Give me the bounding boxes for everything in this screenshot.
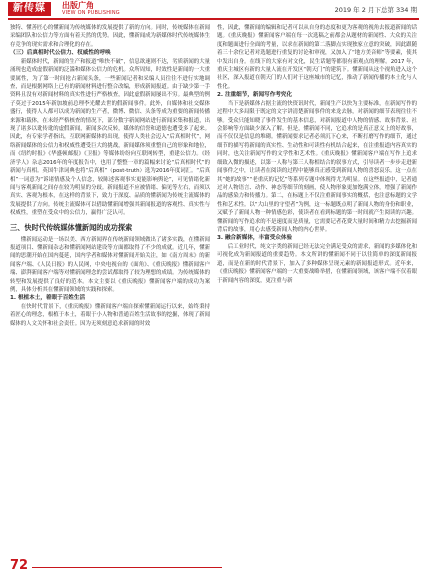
paragraph: 独特、懂善匠心的懂新闻为传统媒体的发展提供了新的方向。同时，传统媒体在新闻采编团队和公信力等方面有着天然的优势。因此，懂新闻成为新媒体时代传统媒体生存竞争的现实需求和合理化的存在。 <box>10 25 210 48</box>
paragraph: 当下是新媒体占据主流的快资讯时代，新闻生产以快为主要标准，在新闻写作的过程中大多局限于既定的文字讲清楚新闻事件的来龙去脉，对新闻的细节表现往往不够。受众只能知晓了事件发生的基本信息，对新闻报道中人物的情感、故事背景、社会影响等方面缺少深入了解。但是，懂新闻不同，它追求的是真正意义上的好故事，而不仅仅是信息的堆砌。懂新闻要求记者必须沉下心来，不断打磨写作的细节，通过细节的描写将新闻的真实性、生动性和可读性有机结合起来，在注重报道内容真实的同时，也关注新闻写作的文学性和艺术性。《重庆晚报》懂新闻客户端在写作上追求细致入微的描述，以第一人称与第三人称相结合的叙事方式，引导读者一步步走进新闻事件之中，让读者在阅读的过程中能够真正感受到新闻人物的喜怒哀乐。这一点在其“她的故事”“老重庆的记忆”等系列专题中体现得尤为明显。在这些报道中，记者通过对人物语言、动作、神态等细节的刻画，使人物形象更加饱满立体，增强了新闻作品的感染力和传播力。第二，在标题上不仅注重新闻事实的概括，也注意标题的文学性和艺术性。以“大山里的守望者”为例，这一标题既点明了新闻人物的身份和职业，又赋予了新闻人物一种情感色彩，使读者在看到标题的第一时间就产生阅读的兴趣。懂新闻的写作追求的不是速度而是质量，它需要记者花费大量时间和精力去挖掘新闻背后的故事，用心去感受新闻人物的内心世界。 <box>217 100 417 233</box>
section-heading: 三、快时代传统媒体懂新闻的成功探索 <box>10 222 133 232</box>
paragraph: 在快时代背景下，《重庆晚报》懂新闻客户端自探索懂新闻运行以来，始终秉持着匠心的理念，根植于本土，着眼于小人物和普通百姓生活故事的挖掘，体现了新闻媒体的人文关怀和社会责任。因为无须刻意追求新闻的时效 <box>10 303 210 327</box>
footer-rule <box>32 567 222 568</box>
paragraph: 后工业时代，纯文字类的新闻已经无法完全满足受众的需求，新闻的多媒体化和可视化成为新闻报道的重要趋势。本文所讲的懂新闻不同于以往简单的深度新闻报道，而是在新的时代背景下，加入了多种媒体呈现元素的新闻报道形式。近年来，《重庆晚报》懂新闻客户端的一大重要战略举措，在懂新闻领域，该客户端不仅着眼于新闻内容的深度，更注重与新 <box>217 243 417 284</box>
magazine-logo: 新传媒 <box>8 2 51 16</box>
right-column <box>217 24 417 285</box>
subheading: 1. 根植本土，着眼于百姓生活 <box>10 295 86 302</box>
paragraph: 新媒体时代，新闻的生产和报道“唯快不破”，信息欲速则不达，劣质新闻的大量涌现也造成虚假新闻的泛滥和媒体公信力的危机。众所周知，时效性是新闻的一大重要属性，为了第一时间抢占新闻头条，一些新闻记者和采编人员往往不进行实地调查，而是根据网络上已有的新闻材料进行整合改编，形成新闻报道。由于缺少第一手资料且没有对新闻材料的真实性进行严格核查，因此虚假新闻屡出不穷。最典型的例子莫过于2015年新加坡前总理李光耀去世的假新闻事件。此外，自媒体和社交媒体盛行，使得人人都可以成为新闻的生产者，微博、微信、头条等成为重要的新闻传播来源和载体，在未经严格核查的情况下，部分数字新闻网站进行新闻采集和报道，出现了诸多以讹传讹的虚假新闻，新闻多次反转，媒体的信誉和道德也遭受多了起来。因此，有专家学者指出，互联网新媒体的出现，使得人类社会迈入“后真相时代”，网络新闻媒体的公信力和权威性遭受巨大的挑战，新闻媒体须重整自己的形象和地位，而《纽约时报》《华盛顿邮报》《卫报》等媒体纷纷向互联网转型，重建公信力。《经济学人》杂志2016年的年度报告中，也用了整整一章的篇幅来讨论“后真相时代”的新闻与真相。英国牛津词典也将“后真相”（post-truth）选为2016年度词汇。“后真相”一词意为“诉诸情感及个人信念，较陈述客观事实更能影响舆论”，可见情绪化新闻与客观新闻之间存在较为明显的分歧。新闻报道不应被情绪、偏见等左右，而须以真实、客观为根本，在这样的背景下，致力于深度、品质的懂新闻为传统主流媒体的发展提供了方向。传统主流媒体可以借助懂新闻增强其新闻报道的客观性、真实性与权威性，重塑在受众中的公信力，赢得广泛认可。 <box>10 58 210 217</box>
page-number: 72 <box>10 558 29 573</box>
subheading: 3. 融合新媒体，丰富受众体验 <box>217 235 293 242</box>
header-rule <box>8 18 419 20</box>
magazine-name-en: VIEW ON PUBLISHING <box>62 10 120 16</box>
left-column <box>10 24 210 328</box>
page-header <box>0 0 427 18</box>
paragraph: 性，因此，懂新闻的编辑和记者可以从自身的态度和更为客观的视角去报道新闻的话题。《重庆晚报》懂新闻客户端在每一次选稿之前都会从题材的新闻性、大众的关注度和题面进行全面的考量，以求在新闻的第二落脚点实现独家立意的突破，因此跟随着三十余位记者对选题进行重复的讨论和审视，又加入了“地方美音师”等要素，使其中发出自身。在线下的大家有对文化，民生话题等都很有新观点的理解。2017 年，重庆主城区有新的大量人流在开发区“朝天门”的建筑下。懂新闻从这个视角进入这个社区，深入报道在朝天门的人们对于这座城市的记忆，推动了新闻传播的本土化与人性化。 <box>217 25 417 90</box>
issue-info: 2019 年 2 月下总第 334 期 <box>334 6 417 14</box>
magazine-name: 出版广角 <box>62 1 94 10</box>
paragraph: 懂新闻运动是一场以美、西方新闻界在传统新闻领域做出了诸多实践，在懂新闻报道项目、懂新闻杂志和懂新闻网站建设等方面都取得了不少的成就。近几年，懂新闻的思潮开始在国内蔓延，国内学者和媒体对懂新闻开始关注，如《南方周末》的新闻客户端、《人民日报》的人民网，中央电视台的《面角》、《重庆晚报》懂新闻客户端、澎湃新闻客户端等对懂新闻理念的尝试都取得了较为理想的成绩。为传统媒体的转型和发展提供了良好的范本。本文主要以《重庆晚报》懂新闻客户端的成功为案例，具体分析其在懂新闻领域的实践和探索。 <box>10 236 210 293</box>
subheading: （三）后真相时代公信力、权威性的呼唤 <box>10 50 111 57</box>
subheading: 2. 注重细节，新闻写作考究化 <box>217 92 293 99</box>
